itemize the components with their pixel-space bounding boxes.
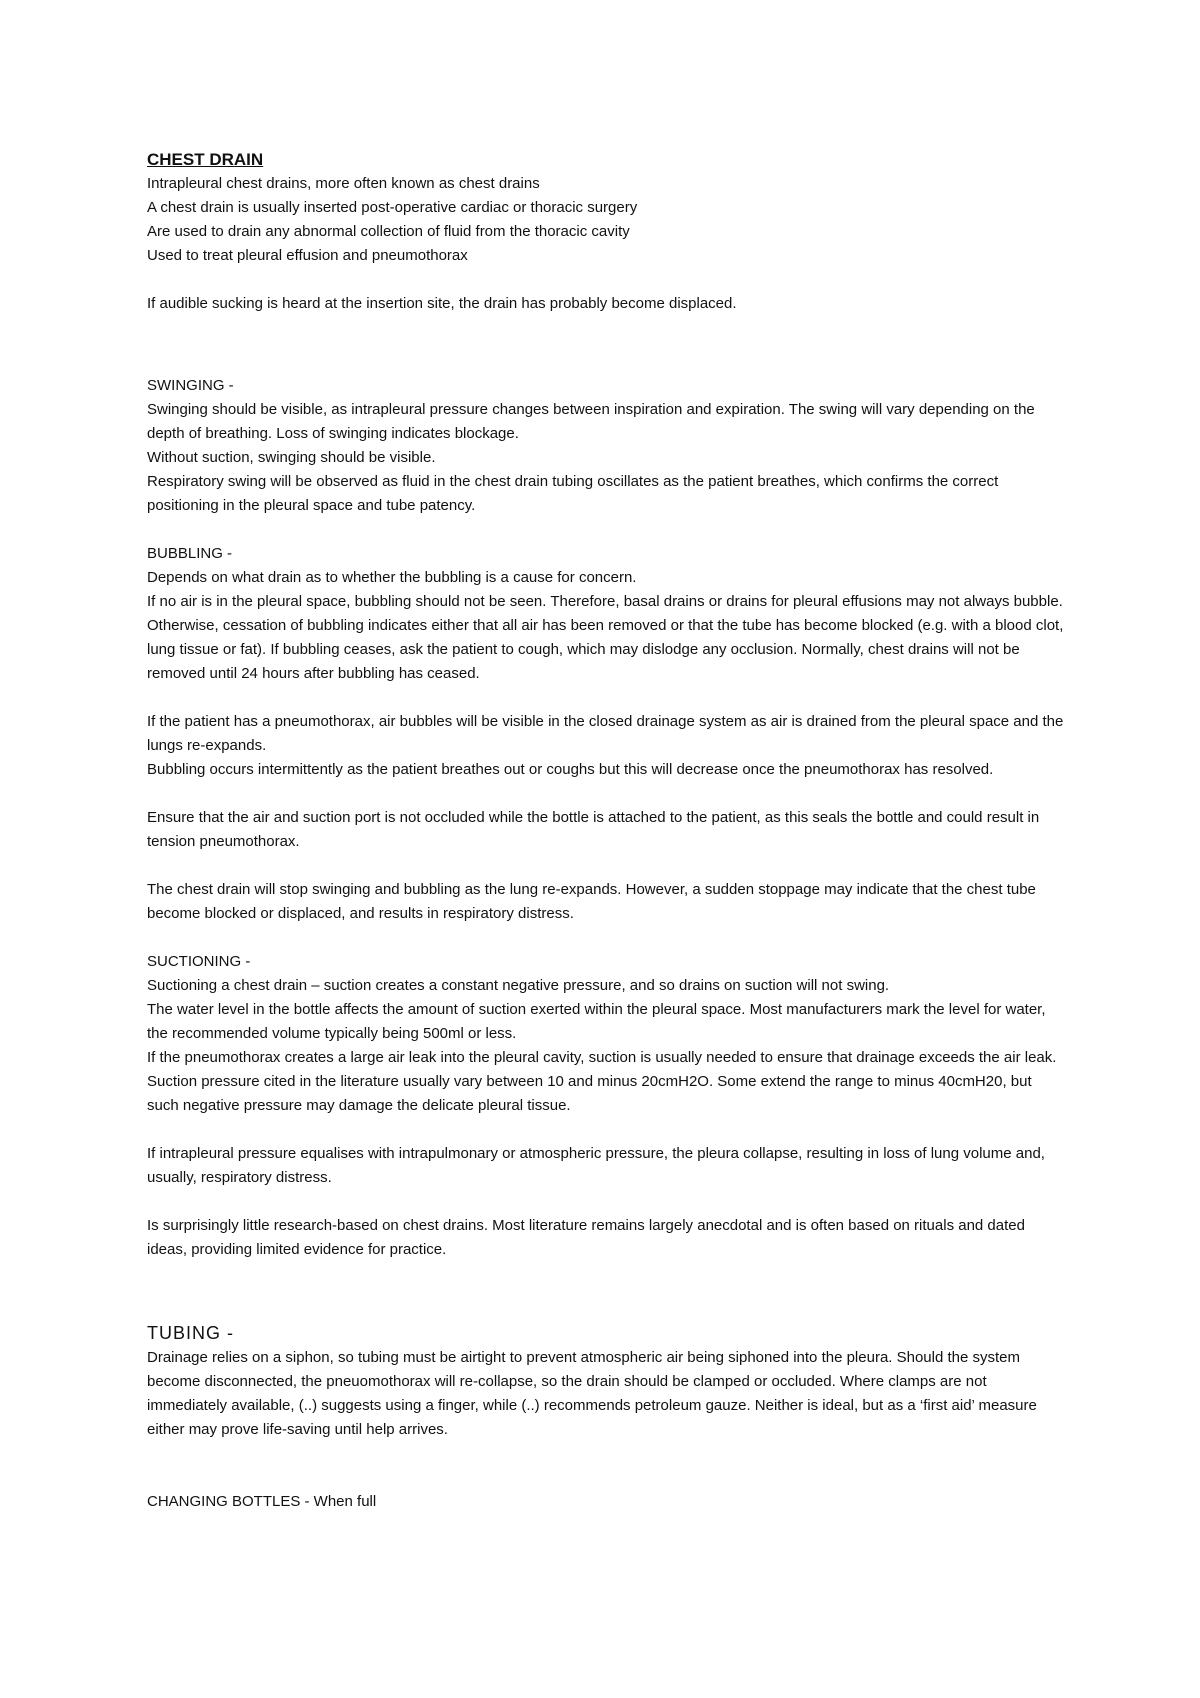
- section-heading: BUBBLING -: [147, 545, 233, 562]
- spacer: [147, 1118, 1067, 1142]
- spacer: [147, 518, 1067, 542]
- paragraph: Is surprisingly little research-based on chest drains. Most literature remains largely anecdotal and is often based on rituals and dated ideas, providing limited evidence for practice.: [147, 1217, 1025, 1258]
- intro-list: [147, 172, 1067, 268]
- section-heading: CHANGING BOTTLES - When full: [147, 1493, 377, 1510]
- suctioning-section: [147, 950, 1067, 1262]
- paragraph: Respiratory swing will be observed as fluid in the chest drain tubing oscillates as the patient breathes, which confirms the correct positioning in the pleural space and tube patency.: [147, 473, 999, 514]
- paragraph: The chest drain will stop swinging and bubbling as the lung re-expands. However, a sudden stoppage may indicate that the chest tube become blocked or displaced, and results in respiratory distress.: [147, 881, 1036, 922]
- section-heading: SWINGING -: [147, 377, 234, 394]
- paragraph: Without suction, swinging should be visible.: [147, 449, 436, 466]
- document-title: CHEST DRAIN: [147, 150, 264, 169]
- tubing-section: [147, 1320, 1067, 1442]
- paragraph: Ensure that the air and suction port is not occluded while the bottle is attached to the patient, as this seals the bottle and could result in tension pneumothorax.: [147, 809, 1040, 850]
- intro-line: Are used to drain any abnormal collection of fluid from the thoracic cavity: [147, 223, 630, 240]
- spacer: [147, 316, 1067, 374]
- spacer: [147, 926, 1067, 950]
- paragraph: If intrapleural pressure equalises with intrapulmonary or atmospheric pressure, the pleura collapse, resulting in loss of lung volume and, usually, respiratory distress.: [147, 1145, 1045, 1186]
- intro-line: A chest drain is usually inserted post-operative cardiac or thoracic surgery: [147, 199, 638, 216]
- swinging-section: [147, 374, 1067, 518]
- intro-note: If audible sucking is heard at the insertion site, the drain has probably become displaced.: [147, 295, 737, 312]
- spacer: [147, 686, 1067, 710]
- section-heading: TUBING -: [147, 1323, 234, 1343]
- spacer: [147, 1190, 1067, 1214]
- paragraph: Depends on what drain as to whether the bubbling is a cause for concern.: [147, 569, 637, 586]
- spacer: [147, 1262, 1067, 1320]
- paragraph: Bubbling occurs intermittently as the patient breathes out or coughs but this will decrease once the pneumothorax has resolved.: [147, 761, 994, 778]
- paragraph: The water level in the bottle affects the amount of suction exerted within the pleural space. Most manufacturers mark the level for water, the recommended volume typically being 500ml or less.: [147, 1001, 1046, 1042]
- spacer: [147, 854, 1067, 878]
- paragraph: If the pneumothorax creates a large air leak into the pleural cavity, suction is usually needed to ensure that drainage exceeds the air leak. Suction pressure cited in the literature usually vary between 10 and minus 20cmH2O. Some extend the range to minus 40cmH20, but such negative pressure may damage the delicate pleural tissue.: [147, 1049, 1057, 1114]
- paragraph: If no air is in the pleural space, bubbling should not be seen. Therefore, basal drains or drains for pleural effusions may not always bubble. Otherwise, cessation of bubbling indicates either that all air has been removed or that the tube has become blocked (e.g. with a blood clot, lung tissue or fat). If bubbling ceases, ask the patient to cough, which may dislodge any occlusion. Normally, chest drains will not be removed until 24 hours after bubbling has ceased.: [147, 593, 1064, 682]
- spacer: [147, 1442, 1067, 1490]
- bubbling-section: [147, 542, 1067, 926]
- intro-line: Used to treat pleural effusion and pneumothorax: [147, 247, 468, 264]
- section-heading: SUCTIONING -: [147, 953, 251, 970]
- paragraph: If the patient has a pneumothorax, air bubbles will be visible in the closed drainage system as air is drained from the pleural space and the lungs re-expands.: [147, 713, 1064, 754]
- document-page: [147, 148, 1067, 1514]
- changing-bottles-section: [147, 1490, 1067, 1514]
- intro-line: Intrapleural chest drains, more often known as chest drains: [147, 175, 540, 192]
- spacer: [147, 268, 1067, 292]
- spacer: [147, 782, 1067, 806]
- paragraph: Swinging should be visible, as intrapleural pressure changes between inspiration and expiration. The swing will vary depending on the depth of breathing. Loss of swinging indicates blockage.: [147, 401, 1035, 442]
- paragraph: Suctioning a chest drain – suction creates a constant negative pressure, and so drains on suction will not swing.: [147, 977, 890, 994]
- paragraph: Drainage relies on a siphon, so tubing must be airtight to prevent atmospheric air being siphoned into the pleura. Should the system become disconnected, the pneuomothorax will re-collapse, so the drain should be clamped or occluded. Where clamps are not immediately available, (..) suggests using a finger, while (..) recommends petroleum gauze. Neither is ideal, but as a ‘first aid’ measure either may prove life-saving until help arrives.: [147, 1349, 1037, 1438]
